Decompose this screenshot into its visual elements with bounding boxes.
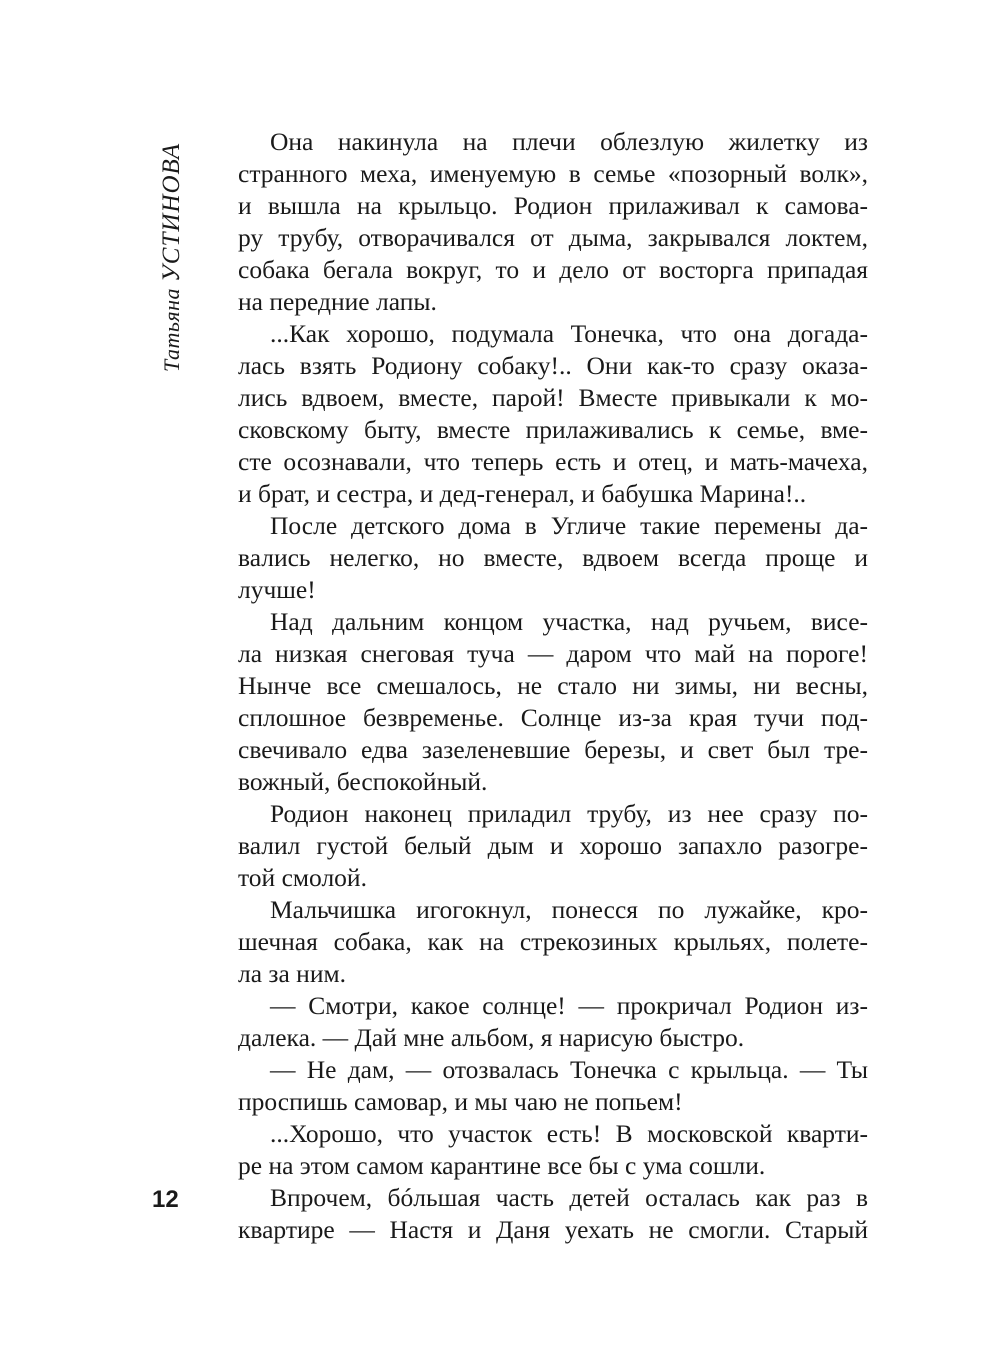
paragraph <box>238 894 868 990</box>
body-text <box>238 126 868 1246</box>
text-line: проспишь самовар, и мы чаю не попьем! <box>238 1087 683 1116</box>
text-line: Она накинула на плечи облезлую жилетку из <box>270 127 868 156</box>
text-line: шечная собака, как на стрекозиных крыльях, полете- <box>238 927 868 956</box>
text-line: той смолой. <box>238 863 367 892</box>
running-head <box>157 132 187 372</box>
text-line: валил густой белый дым и хорошо запахло разогре- <box>238 831 868 860</box>
text-line: После детского дома в Угличе такие перемены да- <box>270 511 868 540</box>
paragraph <box>238 126 868 318</box>
text-line: — Смотри, какое солнце! — прокричал Родион из- <box>270 991 868 1020</box>
text-line: вались нелегко, но вместе, вдвоем всегда проще и <box>238 543 868 572</box>
text-line: ...Как хорошо, подумала Тонечка, что она догада- <box>270 319 868 348</box>
text-line: Нынче все смешалось, не стало ни зимы, ни весны, <box>238 671 868 700</box>
paragraph <box>238 606 868 798</box>
text-line: собака бегала вокруг, то и дело от восторга припадая <box>238 255 868 284</box>
text-line: лучше! <box>238 575 316 604</box>
text-line: ла за ним. <box>238 959 346 988</box>
text-line: Над дальним концом участка, над ручьем, висе- <box>270 607 868 636</box>
page-number: 12 <box>152 1186 179 1213</box>
running-head-author-first: Татьяна <box>159 288 184 372</box>
text-line: сте осознавали, что теперь есть и отец, и мать-мачеха, <box>238 447 868 476</box>
text-line: ре на этом самом карантине все бы с ума сошли. <box>238 1151 766 1180</box>
text-line: квартире — Настя и Даня уехать не смогли. Старый <box>238 1215 868 1244</box>
text-line: сковскому быту, вместе прилаживались к семье, вме- <box>238 415 868 444</box>
text-line: и брат, и сестра, и дед-генерал, и бабушка Марина!.. <box>238 479 807 508</box>
text-line: Впрочем, бóльшая часть детей осталась как раз в <box>270 1183 868 1212</box>
text-line: и вышла на крыльцо. Родион прилаживал к самова- <box>238 191 868 220</box>
text-line: Мальчишка игогокнул, понесся по лужайке, кро- <box>270 895 868 924</box>
text-line: далека. — Дай мне альбом, я нарисую быстро. <box>238 1023 745 1052</box>
paragraph <box>238 318 868 510</box>
text-line: лась взять Родиону собаку!.. Они как-то сразу оказа- <box>238 351 868 380</box>
text-line: ла низкая снеговая туча — даром что май на пороге! <box>238 639 868 668</box>
text-line: странного меха, именуемую в семье «позорный волк», <box>238 159 868 188</box>
text-line: сплошное безвременье. Солнце из-за края тучи под- <box>238 703 868 732</box>
text-line: вожный, беспокойный. <box>238 767 488 796</box>
paragraph <box>238 1182 868 1246</box>
text-line: — Не дам, — отозвалась Тонечка с крыльца. — Ты <box>270 1055 868 1084</box>
paragraph <box>238 1054 868 1118</box>
text-line: Родион наконец приладил трубу, из нее сразу по- <box>270 799 868 828</box>
text-line: лись вдвоем, вместе, парой! Вместе привыкали к мо- <box>238 383 868 412</box>
paragraph <box>238 510 868 606</box>
text-line: свечивало едва зазеленевшие березы, и свет был тре- <box>238 735 868 764</box>
text-line: ...Хорошо, что участок есть! В московской кварти- <box>270 1119 868 1148</box>
paragraph <box>238 990 868 1054</box>
text-line: ру трубу, отворачивался от дыма, закрывался локтем, <box>238 223 868 252</box>
text-line: на передние лапы. <box>238 287 437 316</box>
running-head-text <box>157 143 187 372</box>
running-head-author-last: УСТИНОВА <box>158 142 185 283</box>
paragraph <box>238 1118 868 1182</box>
paragraph <box>238 798 868 894</box>
